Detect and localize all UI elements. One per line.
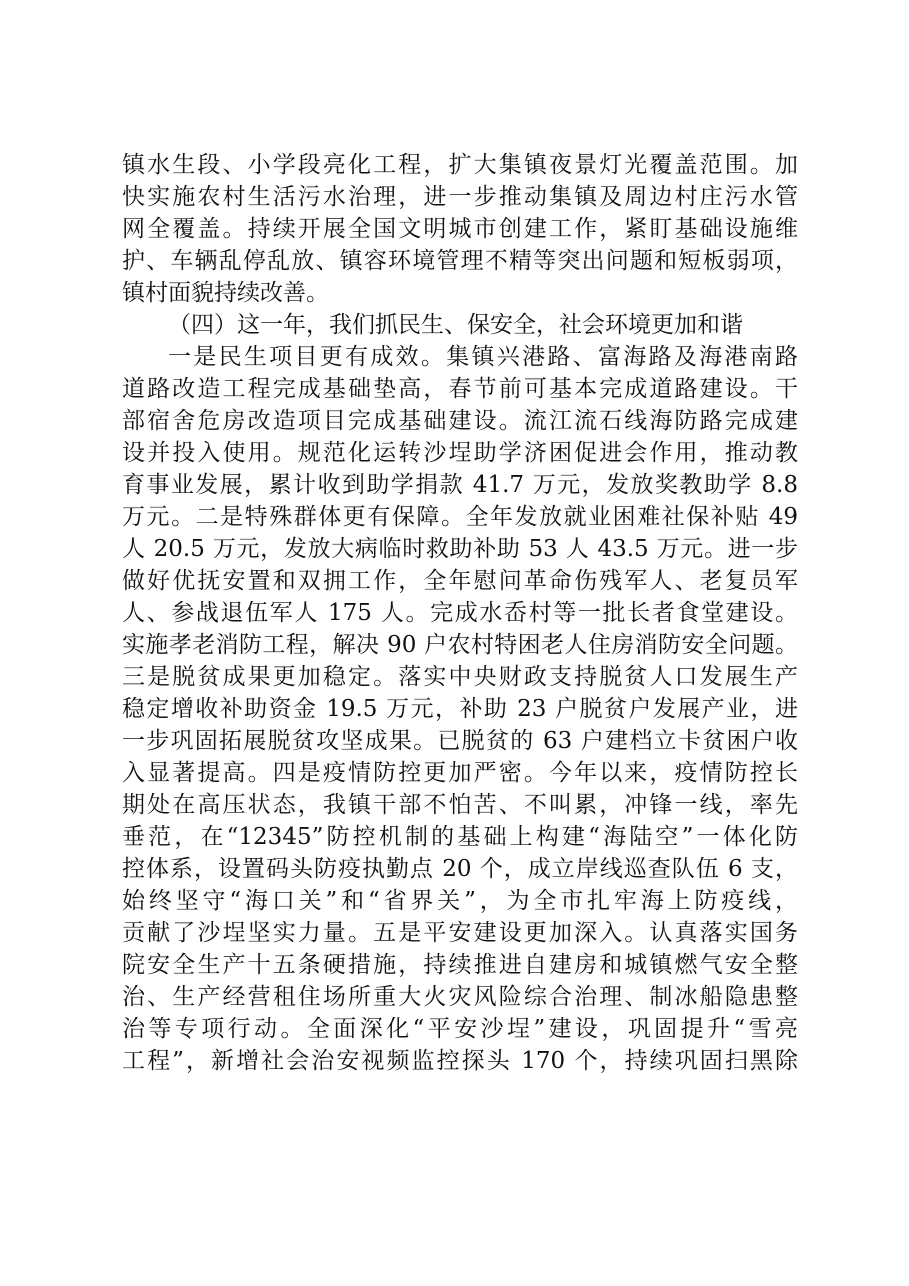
paragraph-line: 护、车辆乱停乱放、镇容环境管理不精等突出问题和短板弱项， [122, 248, 798, 274]
paragraph-line: 快实施农村生活污水治理，进一步推动集镇及周边村庄污水管 [122, 184, 798, 210]
paragraph-line: 人、参战退伍军人 175 人。完成水岙村等一批长者食堂建设。 [122, 600, 798, 626]
paragraph-line: 设并投入使用。规范化运转沙埕助学济困促进会作用，推动教 [122, 440, 798, 466]
section-heading: （四）这一年，我们抓民生、保安全，社会环境更加和谐 [168, 312, 743, 338]
paragraph-line: 镇水生段、小学段亮化工程，扩大集镇夜景灯光覆盖范围。加 [122, 152, 798, 178]
paragraph-line: 工程”，新增社会治安视频监控探头 170 个，持续巩固扫黑除 [122, 1048, 798, 1074]
paragraph-line: 入显著提高。四是疫情防控更加严密。今年以来，疫情防控长 [122, 760, 798, 786]
paragraph-line: 道路改造工程完成基础垫高，春节前可基本完成道路建设。干 [122, 376, 798, 402]
paragraph-line: 一步巩固拓展脱贫攻坚成果。已脱贫的 63 户建档立卡贫困户收 [122, 728, 798, 754]
paragraph-line: 期处在高压状态，我镇干部不怕苦、不叫累，冲锋一线，率先 [122, 792, 798, 818]
paragraph-line: 万元。二是特殊群体更有保障。全年发放就业困难社保补贴 49 [122, 504, 798, 530]
paragraph-line: 一是民生项目更有成效。集镇兴港路、富海路及海港南路 [168, 344, 798, 370]
paragraph-line: 垂范，在“12345”防控机制的基础上构建“海陆空”一体化防 [122, 824, 798, 850]
paragraph-line: 育事业发展，累计收到助学捐款 41.7 万元，发放奖教助学 8.8 [122, 472, 798, 498]
paragraph-line: 始终坚守“海口关”和“省界关”，为全市扎牢海上防疫线， [122, 888, 798, 914]
paragraph-line: 做好优抚安置和双拥工作，全年慰问革命伤残军人、老复员军 [122, 568, 798, 594]
paragraph-line: 治等专项行动。全面深化“平安沙埕”建设，巩固提升“雪亮 [122, 1016, 798, 1042]
paragraph-line: 贡献了沙埕坚实力量。五是平安建设更加深入。认真落实国务 [122, 920, 798, 946]
paragraph-line: 控体系，设置码头防疫执勤点 20 个，成立岸线巡查队伍 6 支， [122, 856, 798, 882]
paragraph-line: 治、生产经营租住场所重大火灾风险综合治理、制冰船隐患整 [122, 984, 798, 1010]
paragraph-line: 部宿舍危房改造项目完成基础建设。流江流石线海防路完成建 [122, 408, 798, 434]
paragraph-line: 镇村面貌持续改善。 [122, 280, 329, 306]
paragraph-line: 院安全生产十五条硬措施，持续推进自建房和城镇燃气安全整 [122, 952, 798, 978]
document-body [122, 149, 798, 1077]
paragraph-line: 实施孝老消防工程，解决 90 户农村特困老人住房消防安全问题。 [122, 632, 798, 658]
paragraph-line: 人 20.5 万元，发放大病临时救助补助 53 人 43.5 万元。进一步 [122, 536, 798, 562]
paragraph-line: 网全覆盖。持续开展全国文明城市创建工作，紧盯基础设施维 [122, 216, 798, 242]
paragraph-line: 稳定增收补助资金 19.5 万元，补助 23 户脱贫户发展产业，进 [122, 696, 798, 722]
paragraph-line: 三是脱贫成果更加稳定。落实中央财政支持脱贫人口发展生产 [122, 664, 798, 690]
